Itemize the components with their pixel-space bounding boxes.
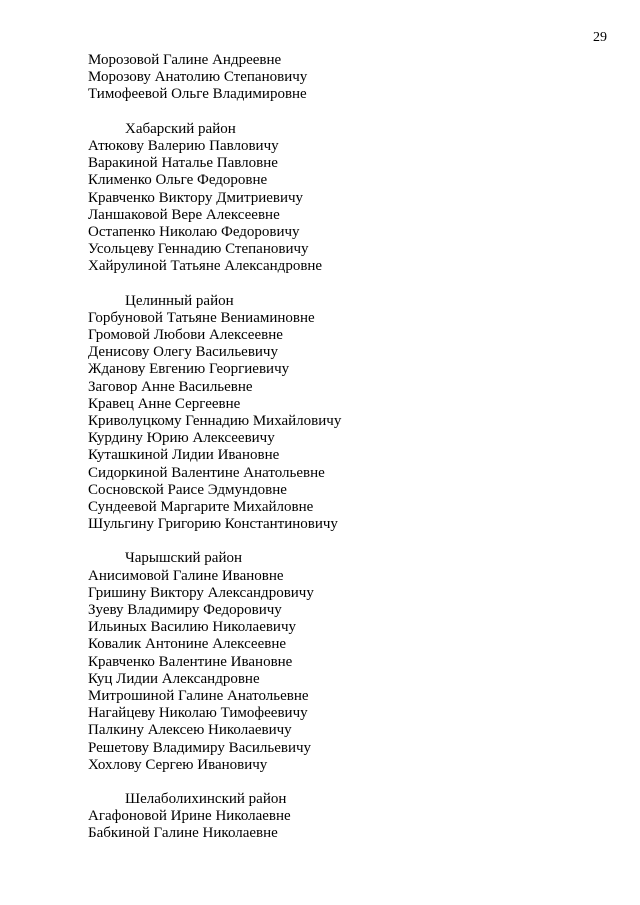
person-name: Митрошиной Галине Анатольевне [88,687,309,704]
person-name: Сундеевой Маргарите Михайловне [88,498,314,515]
person-name: Кравченко Валентине Ивановне [88,653,293,670]
district-section [88,121,600,276]
person-name: Хайрулиной Татьяне Александровне [88,258,323,275]
person-name: Варакиной Наталье Павловне [88,155,278,172]
person-name: Ковалик Антонине Алексеевне [88,636,287,653]
document-body [88,52,600,860]
district-title: Целинный район [125,292,234,309]
person-name: Хохлову Сергею Ивановичу [88,756,268,773]
district-section [88,791,600,843]
person-name: Морозовой Галине Андреевне [88,52,282,68]
district-title: Чарышский район [125,550,242,567]
district-section [88,550,600,773]
person-name: Бабкиной Галине Николаевне [88,825,278,842]
person-name: Куц Лидии Александровне [88,670,260,687]
person-name: Курдину Юрию Алексеевичу [88,430,275,447]
person-name: Горбуновой Татьяне Вениаминовне [88,309,315,326]
intro-name-list [88,52,600,104]
person-name: Нагайцеву Николаю Тимофеевичу [88,705,308,722]
person-name: Кравченко Виктору Дмитриевичу [88,189,304,206]
person-name: Ланшаковой Вере Алексеевне [88,206,280,223]
person-name: Кравец Анне Сергеевне [88,395,241,412]
person-name: Остапенко Николаю Федоровичу [88,223,300,240]
person-name: Громовой Любови Алексеевне [88,327,283,343]
person-name: Палкину Алексею Николаевичу [88,722,292,739]
person-name: Сосновской Раисе Эдмундовне [88,481,287,498]
person-name: Тимофеевой Ольге Владимировне [88,86,307,103]
person-name: Криволуцкому Геннадию Михайловичу [88,412,342,429]
person-name: Атюкову Валерию Павловичу [88,137,279,154]
person-name: Зуеву Владимиру Федоровичу [88,602,282,618]
person-name: Ильиных Василию Николаевичу [88,619,297,636]
district-sections [88,121,600,843]
person-name: Клименко Ольге Федоровне [88,172,268,189]
person-name: Сидоркиной Валентине Анатольевне [88,464,325,481]
person-name: Анисимовой Галине Ивановне [88,567,284,584]
person-name: Денисову Олегу Васильевичу [88,344,278,361]
person-name: Агафоновой Ирине Николаевне [88,808,291,825]
person-name: Решетову Владимиру Васильевичу [88,739,312,756]
person-name: Гришину Виктору Александровичу [88,584,314,601]
person-name: Жданову Евгению Георгиевичу [88,361,290,378]
person-name: Заговор Анне Васильевне [88,378,253,395]
district-section [88,293,600,534]
person-name: Шульгину Григорию Константиновичу [88,516,338,533]
district-title: Шелаболихинский район [125,791,287,808]
person-name: Куташкиной Лидии Ивановне [88,447,280,464]
page-number: 29 [593,30,607,45]
person-name: Морозову Анатолию Степановичу [88,69,308,86]
district-title: Хабарский район [125,120,236,137]
person-name: Усольцеву Геннадию Степановичу [88,241,309,258]
